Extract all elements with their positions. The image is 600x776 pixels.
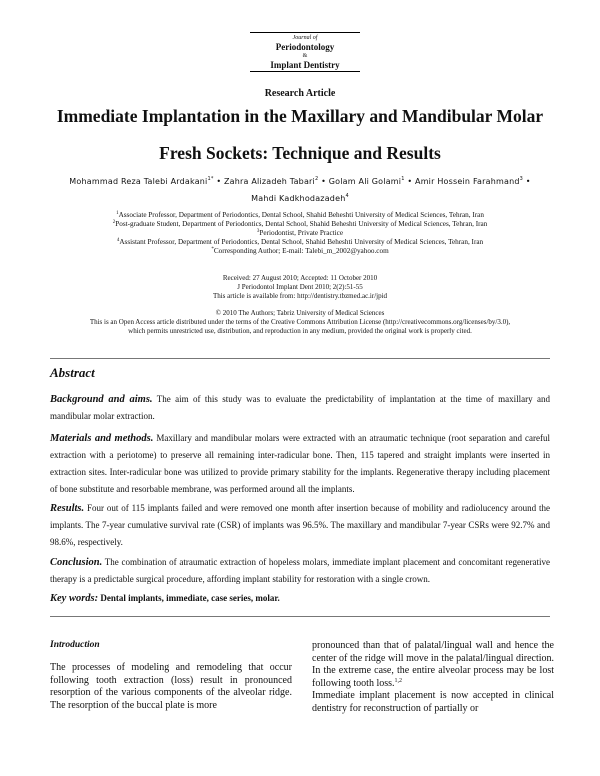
journal-line2: Periodontology xyxy=(275,42,335,52)
license-block xyxy=(20,309,580,336)
keywords-label: Key words: xyxy=(50,593,99,604)
affiliation xyxy=(30,220,570,229)
author-sep: • xyxy=(523,177,531,186)
abstract-background xyxy=(50,391,550,425)
keywords xyxy=(50,593,280,604)
copyright: © 2010 The Authors; Tabriz University of Medical Sciences xyxy=(215,309,385,317)
affiliation-sup: 4 xyxy=(116,238,120,243)
conclusion-label: Conclusion. xyxy=(50,557,103,568)
author-sep: • xyxy=(318,177,329,186)
affiliation-sup: * xyxy=(211,247,214,252)
journal-line1: Journal of xyxy=(292,35,318,41)
license-line2: which permits unrestricted use, distribution, and reproduction in any medium, provided the original work is properly cited. xyxy=(128,327,472,335)
intro-right-text2: Immediate implant placement is now accepted in clinical dentistry for reconstruction of partially or xyxy=(312,690,554,714)
author-list xyxy=(20,173,580,207)
article-meta xyxy=(30,274,570,301)
conclusion-text: The combination of atraumatic extraction of hopeless molars, immediate implant placement and concomitant regenerative therapy is a predictable surgical procedure, affording implant stability for restoration with a single crown. xyxy=(50,557,550,584)
abstract-results xyxy=(50,500,550,551)
affiliation xyxy=(30,211,570,220)
affiliations xyxy=(30,211,570,256)
journal-line4: Implant Dentistry xyxy=(250,60,360,72)
results-label: Results. xyxy=(50,503,85,514)
author-sup: 3 xyxy=(519,176,524,182)
affiliation-text: Corresponding Author; E-mail: Talebi_m_2002@yahoo.com xyxy=(213,247,389,255)
affiliation-sup: 3 xyxy=(256,229,260,234)
intro-heading: Introduction xyxy=(50,640,100,650)
author-sup: 1* xyxy=(207,176,214,182)
author-sup: 2 xyxy=(314,176,319,182)
title-line1: Immediate Implantation in the Maxillary and Mandibular Molar xyxy=(56,106,544,126)
affiliation xyxy=(30,238,570,247)
keywords-text: Dental implants, immediate, case series, molar. xyxy=(100,593,280,603)
affiliation-text: Associate Professor, Department of Periodontics, Dental School, Shahid Beheshti University of Medical Sciences, Tehran, Iran xyxy=(118,211,484,219)
license-line1: This is an Open Access article distributed under the terms of the Creative Commons Attribution License (http://creativecommons.org/licenses/by/3.0), xyxy=(89,318,511,326)
affiliation xyxy=(30,247,570,256)
affiliation-text: Post-graduate Student, Department of Periodontics, Dental School, Shahid Beheshti University of Medical Sciences, Tehran, Iran xyxy=(115,220,488,228)
author-sep: • xyxy=(404,177,416,186)
methods-text: Maxillary and mandibular molars were extracted with an atraumatic technique (root separation and careful extraction with a periotome) to preserve all remaining inter-radicular bone. Then, 115 tapered and straight implants were inserted in extraction sites. Inter-radicular bone was utilized to provide primary stability for the implants. Regenerative therapy including placement of bone substitute and resorbable membrane, was performed around all the implants. xyxy=(50,433,551,494)
abstract-methods xyxy=(50,430,550,498)
methods-label: Materials and methods. xyxy=(50,433,154,444)
background-text: The aim of this study was to evaluate the predictability of implantation at the time of maxillary and mandibular molar extraction. xyxy=(50,394,550,421)
author-sep: • xyxy=(213,177,224,186)
divider-bottom xyxy=(50,616,550,617)
affiliation-text: Periodontist, Private Practice xyxy=(259,229,344,237)
article-type: Research Article xyxy=(264,88,336,99)
citation-sup: 1,2 xyxy=(394,677,403,684)
author-name: Amir Hossein Farahmand xyxy=(415,177,520,186)
author-name: Zahra Alizadeh Tabari xyxy=(223,177,315,186)
journal-logo xyxy=(250,32,360,72)
author-name: Mahdi Kadkhodazadeh xyxy=(251,194,346,203)
journal-line3: & xyxy=(302,53,308,59)
author-name: Mohammad Reza Talebi Ardakani xyxy=(69,177,208,186)
author-name: Golam Ali Golami xyxy=(328,177,402,186)
citation: J Periodontol Implant Dent 2010; 2(2):51-55 xyxy=(237,283,363,291)
affiliation-sup: 2 xyxy=(112,220,116,225)
availability: This article is available from: http://dentistry.tbzmed.ac.ir/jpid xyxy=(212,292,388,300)
affiliation-sup: 1 xyxy=(116,211,119,216)
title-line2: Fresh Sockets: Technique and Results xyxy=(159,143,441,163)
affiliation xyxy=(30,229,570,238)
results-text: Four out of 115 implants failed and were removed one month after insertion because of mobility and radiolucency around the implants. The 7-year cumulative survival rate (CSR) of implants was 96.5%. The maxillary and mandibular 7-year CSRs were 92.7% and 98.6%, respectively. xyxy=(50,503,550,547)
author-sup: 1 xyxy=(401,176,405,182)
abstract-conclusion xyxy=(50,554,550,588)
received-date: Received: 27 August 2010; Accepted: 11 October 2010 xyxy=(222,274,378,282)
intro-right-text1: pronounced than that of palatal/lingual wall and hence the center of the ridge will move in the palatal/lingual direction. In the extreme case, the entire alveolar process may be lost following tooth loss. xyxy=(312,640,554,689)
intro-left-column: The processes of modeling and remodeling that occur following tooth extraction (loss) result in pronounced resorption of the various components of the alveolar ridge. The resorption of the buccal plate is more xyxy=(50,662,292,711)
author-sup: 4 xyxy=(345,193,349,199)
background-label: Background and aims. xyxy=(50,394,153,405)
journal-top-rule xyxy=(250,32,360,33)
affiliation-text: Assistant Professor, Department of Periodontics, Dental School, Shahid Beheshti University of Medical Sciences, Tehran, Iran xyxy=(119,238,484,246)
abstract-heading: Abstract xyxy=(50,365,95,380)
divider-top xyxy=(50,358,550,359)
intro-right-column xyxy=(312,640,554,715)
